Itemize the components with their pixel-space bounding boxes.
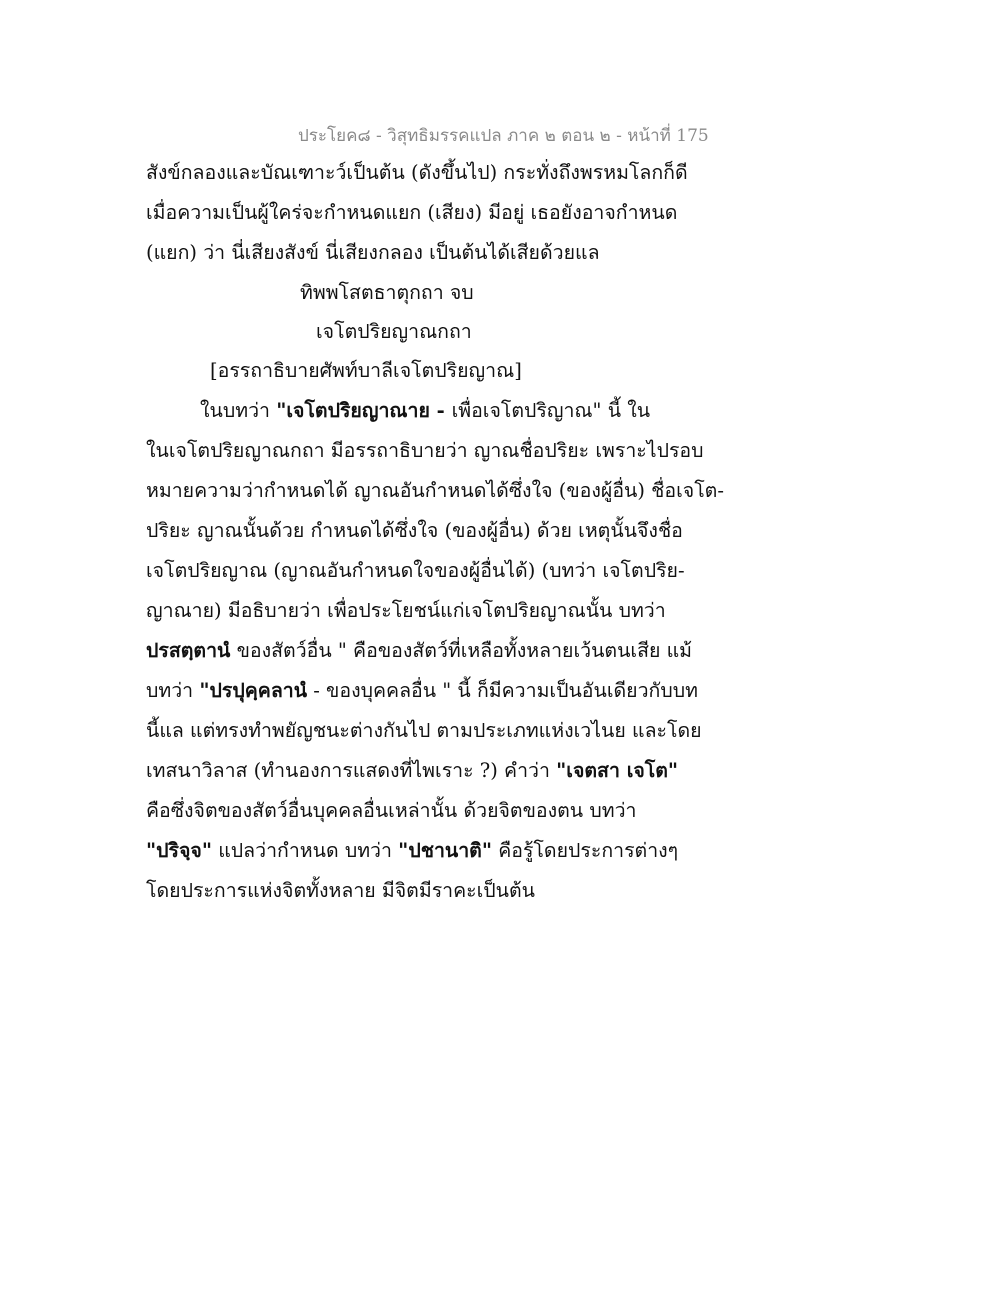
bold-term: "เจตสา เจโต" xyxy=(556,759,679,782)
text-line: เมื่อความเป็นผู้ใคร่จะกำหนดแยก (เสียง) มีอยู่ เธอยังอาจกำหนด xyxy=(146,201,678,224)
text-line: หมายความว่ากำหนดได้ ญาณอันกำหนดได้ซึ่งใจ (ของผู้อื่น) ชื่อเจโต- xyxy=(146,479,724,502)
text-line: ในเจโตปริยญาณกถา มีอรรถาธิบายว่า ญาณชื่อปริยะ เพราะไปรอบ xyxy=(146,439,704,462)
bold-term: ปรสตฺตานํ xyxy=(146,639,231,662)
text-line xyxy=(146,632,706,670)
section-title: เจโตปริยญาณกถา xyxy=(316,320,472,343)
text-line xyxy=(146,832,706,870)
text-line: ญาณาย) มีอธิบายว่า เพื่อประโยชน์แก่เจโตปริยญาณนั้น บทว่า xyxy=(146,599,666,622)
page-header: ประโยค๘ - วิสุทธิมรรคแปล ภาค ๒ ตอน ๒ - หน้าที่ 175 xyxy=(298,126,709,146)
text-line: คือซึ่งจิตของสัตว์อื่นบุคคลอื่นเหล่านั้น ด้วยจิตของตน บทว่า xyxy=(146,799,637,822)
text-span: เทสนาวิลาส (ทำนองการแสดงที่ไพเราะ ?) คำว่า xyxy=(146,759,557,782)
text-line: (แยก) ว่า นี่เสียงสังข์ นี่เสียงกลอง เป็นต้นได้เสียด้วยแล xyxy=(146,241,600,264)
text-span: แปลว่ากำหนด บทว่า xyxy=(212,839,399,862)
text-span: - ของบุคคลอื่น " นี้ ก็มีความเป็นอันเดียวกับบท xyxy=(307,679,698,702)
bold-term: "เจโตปริยญาณาย - xyxy=(276,399,452,422)
text-line: ปริยะ ญาณนั้นด้วย กำหนดได้ซึ่งใจ (ของผู้อื่น) ด้วย เหตุนั้นจึงชื่อ xyxy=(146,519,683,542)
text-line xyxy=(146,672,706,710)
text-span: เพื่อเจโตปริญาณ" นี้ ใน xyxy=(451,399,651,422)
text-span: ของสัตว์อื่น " คือของสัตว์ที่เหลือทั้งหลายเว้นตนเสีย แม้ xyxy=(230,639,693,662)
text-line: เจโตปริยญาณ (ญาณอันกำหนดใจของผู้อื่นได้) (บทว่า เจโตปริย- xyxy=(146,559,685,582)
bold-term: "ปริจฺจ" xyxy=(146,839,213,862)
text-line xyxy=(146,752,706,790)
text-line: สังข์กลองและบัณเฑาะว์เป็นต้น (ดังขึ้นไป) กระทั่งถึงพรหมโลกก็ดี xyxy=(146,161,688,184)
section-end-title: ทิพพโสตธาตุกถา จบ xyxy=(300,281,474,304)
text-span: คือรู้โดยประการต่างๆ xyxy=(492,839,679,862)
text-line: โดยประการแห่งจิตทั้งหลาย มีจิตมีราคะเป็นต้น xyxy=(146,879,536,902)
paragraph-first-line xyxy=(200,392,700,430)
text-span: บทว่า xyxy=(146,679,200,702)
text-span: ในบทว่า xyxy=(200,399,277,422)
bold-term: "ปชานาติ" xyxy=(398,839,492,862)
text-line: นี้แล แต่ทรงทำพยัญชนะต่างกันไป ตามประเภทแห่งเวไนย และโดย xyxy=(146,719,702,742)
bold-term: "ปรปุคฺคลานํ xyxy=(199,679,308,702)
subsection-heading: [อรรถาธิบายศัพท์บาลีเจโตปริยญาณ] xyxy=(210,359,522,382)
